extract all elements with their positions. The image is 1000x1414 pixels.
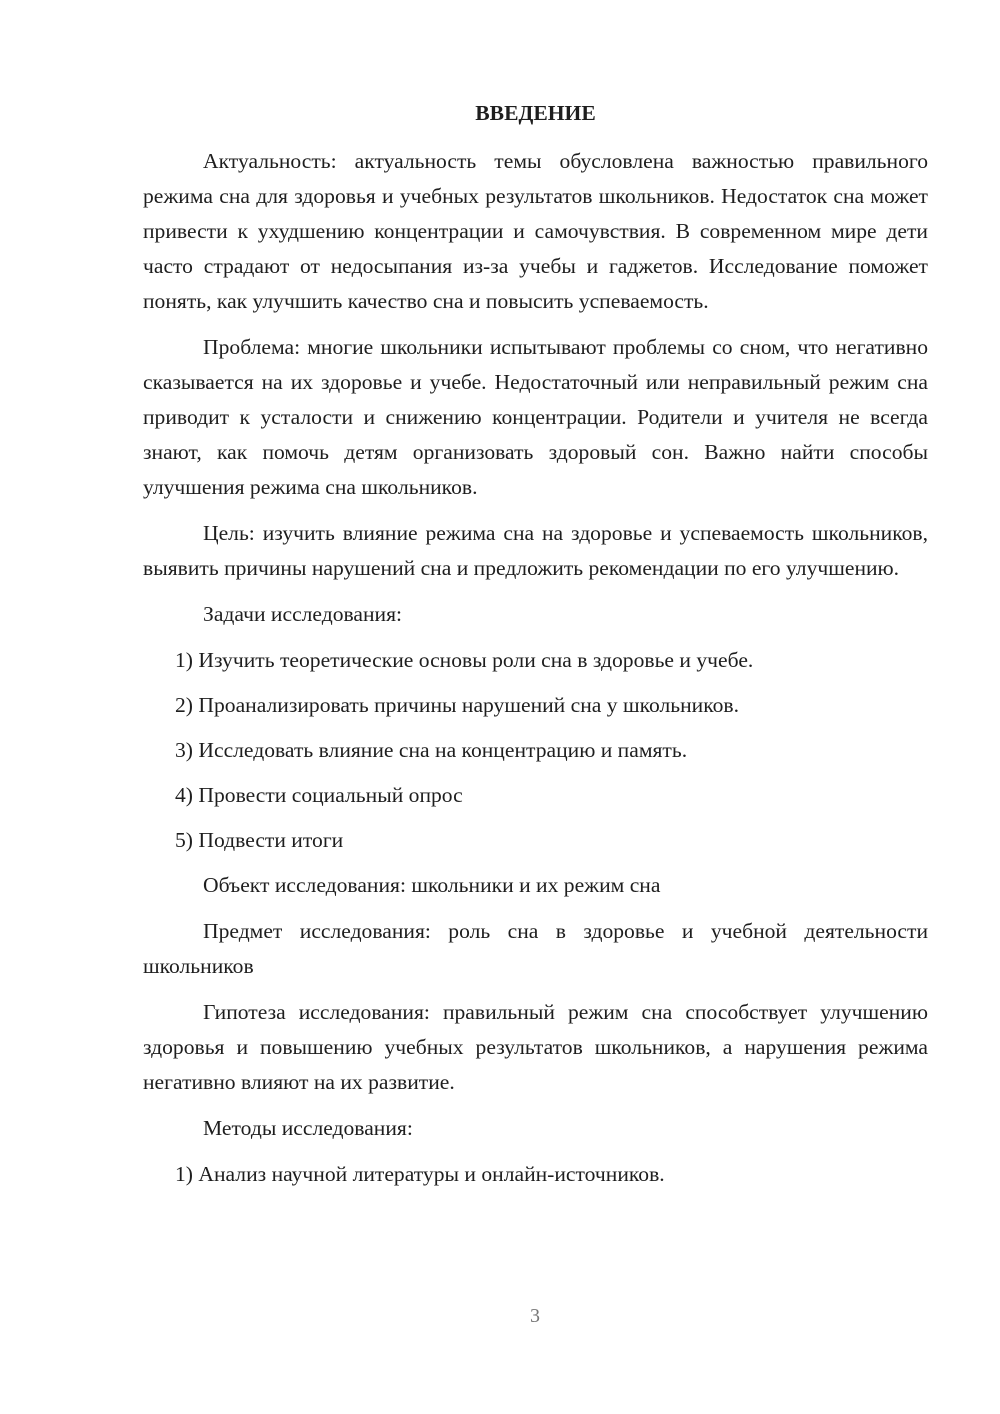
tasks-heading: Задачи исследования: <box>203 602 403 626</box>
paragraph-subject: Предмет исследования: роль сна в здоровье и учебной деятельности школьников <box>143 919 928 978</box>
document-page <box>143 96 928 1202</box>
paragraph-problem: Проблема: многие школьники испытывают проблемы со сном, что негативно сказывается на их здоровье и учебе. Недостаточный или неправильный режим сна приводит к усталости и снижению концентрации. Родители и учителя не всегда знают, как помочь детям организовать здоровый сон. Важно найти способы улучшения режима сна школьников. <box>143 335 928 499</box>
paragraph-object: Объект исследования: школьники и их режим сна <box>203 873 661 897</box>
list-item: 1) Анализ научной литературы и онлайн-источников. <box>175 1162 665 1186</box>
methods-heading: Методы исследования: <box>203 1116 413 1140</box>
paragraph-hypothesis: Гипотеза исследования: правильный режим сна способствует улучшению здоровья и повышению учебных результатов школьников, а нарушения режима негативно влияют на их развитие. <box>143 1000 928 1094</box>
paragraph-relevance: Актуальность: актуальность темы обусловлена важностью правильного режима сна для здоровья и учебных результатов школьников. Недостаток сна может привести к ухудшению концентрации и самочувствия. В современном мире дети часто страдают от недосыпания из-за учебы и гаджетов. Исследование поможет понять, как улучшить качество сна и повысить успеваемость. <box>143 149 928 313</box>
section-title: ВВЕДЕНИЕ <box>475 101 596 125</box>
list-item: 3) Исследовать влияние сна на концентрацию и память. <box>175 738 688 762</box>
list-item: 2) Проанализировать причины нарушений сна у школьников. <box>175 693 740 717</box>
paragraph-goal: Цель: изучить влияние режима сна на здоровье и успеваемость школьников, выявить причины нарушений сна и предложить рекомендации по его улучшению. <box>143 521 928 580</box>
list-item: 1) Изучить теоретические основы роли сна в здоровье и учебе. <box>175 648 754 672</box>
list-item: 4) Провести социальный опрос <box>175 783 463 807</box>
list-item: 5) Подвести итоги <box>175 828 344 852</box>
page-number: 3 <box>530 1305 540 1327</box>
